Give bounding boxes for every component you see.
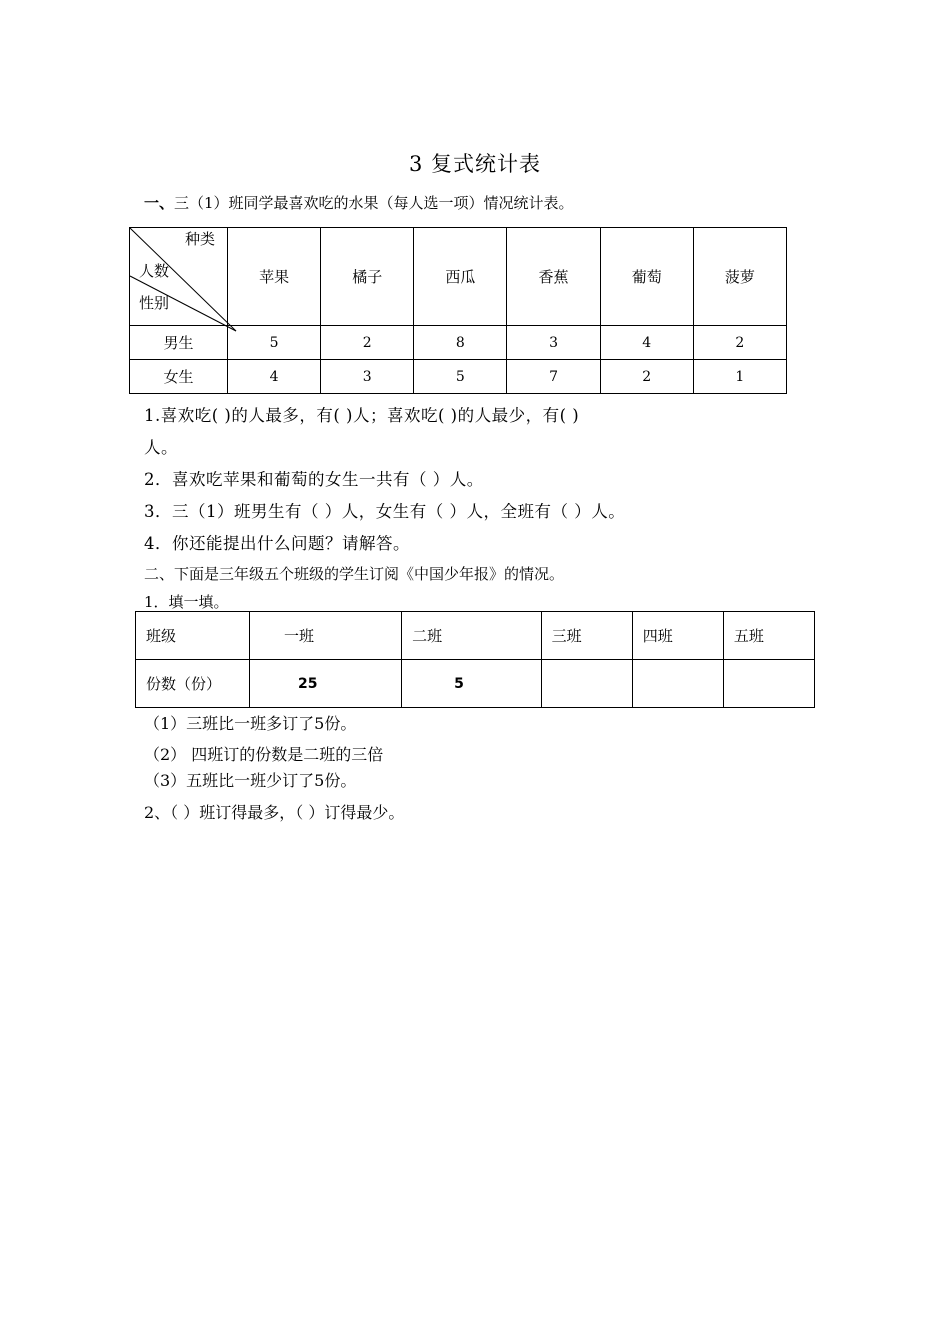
table-cell: 4 [228, 360, 321, 394]
fruit-table [129, 227, 787, 394]
question-2: 2．喜欢吃苹果和葡萄的女生一共有（ ）人。 [144, 470, 484, 489]
table-cell: 2 [600, 360, 693, 394]
table-cell: 4 [600, 326, 693, 360]
header-cell: 苹果 [228, 228, 321, 326]
table-cell: 5 [228, 326, 321, 360]
section1-heading [144, 192, 574, 213]
header-cell: 班级 [136, 612, 250, 660]
question-1: 1.喜欢吃( )的人最多，有( )人；喜欢吃( )的人最少，有( ) [144, 406, 580, 425]
header-cell: 三班 [541, 612, 632, 660]
diagonal-header-cell [130, 228, 228, 326]
header-cell: 西瓜 [414, 228, 507, 326]
table-cell: 25 [250, 660, 402, 708]
table-cell: 5 [414, 360, 507, 394]
header-cell: 五班 [723, 612, 814, 660]
condition-1: （1）三班比一班多订了5份。 [144, 714, 357, 733]
header-cell: 菠萝 [693, 228, 786, 326]
table-cell: 2 [321, 326, 414, 360]
row-label: 份数（份） [136, 660, 250, 708]
header-cell: 香蕉 [507, 228, 600, 326]
question-4: 4．你还能提出什么问题？请解答。 [144, 534, 410, 553]
section2-subtitle: 1．填一填。 [144, 593, 229, 611]
question-1-cont: 人。 [144, 438, 178, 457]
table-cell: 3 [507, 326, 600, 360]
table-row [130, 360, 787, 394]
table-cell: 2 [693, 326, 786, 360]
diag-label-category: 种类 [184, 230, 215, 248]
section1-text: 三（1）班同学最喜欢吃的水果（每人选一项）情况统计表。 [174, 194, 574, 212]
table-row [136, 660, 815, 708]
header-cell: 葡萄 [600, 228, 693, 326]
table-cell: 1 [693, 360, 786, 394]
header-cell: 橘子 [321, 228, 414, 326]
answer-blank-cell[interactable] [632, 660, 723, 708]
diag-label-gender: 性别 [139, 294, 170, 312]
table-header-row [136, 612, 815, 660]
row-label: 女生 [130, 360, 228, 394]
table-cell: 7 [507, 360, 600, 394]
table-cell: 8 [414, 326, 507, 360]
diag-label-count: 人数 [139, 262, 170, 280]
table-cell: 5 [402, 660, 541, 708]
header-cell: 二班 [402, 612, 541, 660]
page-title: 3 复式统计表 [408, 152, 542, 176]
row-label: 男生 [130, 326, 228, 360]
section2-heading: 二、下面是三年级五个班级的学生订阅《中国少年报》的情况。 [144, 565, 565, 583]
question-3: 3．三（1）班男生有（ ）人，女生有（ ）人，全班有（ ）人。 [144, 502, 626, 521]
condition-2: （2） 四班订的份数是二班的三倍 [144, 745, 384, 764]
answer-blank-cell[interactable] [723, 660, 814, 708]
table-header-row [130, 228, 787, 326]
newspaper-table [135, 611, 815, 708]
section1-label: 一、 [144, 194, 175, 212]
answer-blank-cell[interactable] [541, 660, 632, 708]
header-cell: 一班 [250, 612, 402, 660]
condition-3: （3）五班比一班少订了5份。 [144, 771, 357, 790]
question-2-section2: 2、（ ）班订得最多，（ ）订得最少。 [144, 803, 405, 822]
header-cell: 四班 [632, 612, 723, 660]
table-cell: 3 [321, 360, 414, 394]
